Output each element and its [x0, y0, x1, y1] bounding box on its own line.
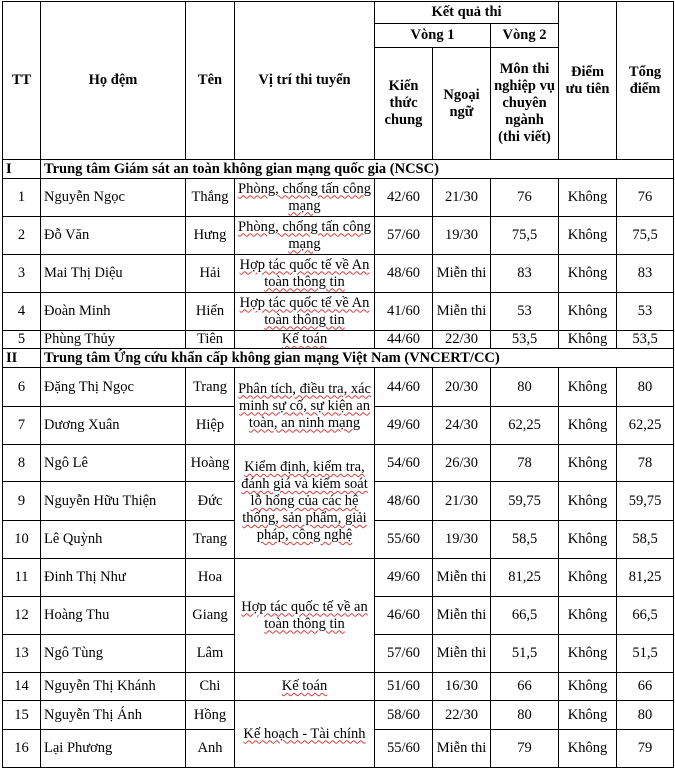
- row-vong2: 66,5: [491, 597, 559, 635]
- row-tt: 16: [3, 730, 41, 768]
- row-ten: Hiệp: [186, 407, 235, 445]
- row-ten: Hoàng: [186, 445, 235, 482]
- row-vong2: 53: [491, 293, 559, 331]
- row-tong-diem: 80: [617, 701, 674, 730]
- position-label: Phòng, chống tấn công mạng: [238, 218, 371, 252]
- row-kien-thuc: 57/60: [375, 217, 433, 255]
- row-tt: 1: [3, 179, 41, 217]
- row-tong-diem: 53: [617, 293, 674, 331]
- row-tt: 6: [3, 368, 41, 407]
- position-label: Kế toán: [281, 678, 328, 694]
- row-tong-diem: 75,5: [617, 217, 674, 255]
- row-kien-thuc: 58/60: [375, 701, 433, 730]
- row-vong2: 80: [491, 701, 559, 730]
- row-kien-thuc: 46/60: [375, 597, 433, 635]
- row-ten: Chi: [186, 673, 235, 701]
- row-ho-dem: Nguyễn Ngọc: [41, 179, 186, 217]
- row-uu-tien: Không: [559, 255, 617, 293]
- header-vong1: Vòng 1: [375, 24, 491, 48]
- row-vi-tri: [235, 445, 375, 559]
- row-ten: Trang: [186, 368, 235, 407]
- row-vi-tri: [235, 179, 375, 217]
- header-ho-dem: Họ đệm: [41, 2, 186, 160]
- row-kien-thuc: 57/60: [375, 635, 433, 673]
- row-vi-tri: [235, 673, 375, 701]
- row-tong-diem: 80: [617, 368, 674, 407]
- position-label: Phòng, chống tấn công mạng: [238, 180, 371, 214]
- header-ngoai-ngu: Ngoại ngữ: [433, 48, 491, 160]
- row-ngoai-ngu: Miễn thi: [433, 730, 491, 768]
- header-uu-tien: Điểm ưu tiên: [559, 2, 617, 160]
- row-vong2: 66: [491, 673, 559, 701]
- row-ho-dem: Lê Quỳnh: [41, 521, 186, 559]
- header-mon-thi: Môn thi nghiệp vụ chuyên ngành (thi viết): [491, 48, 559, 160]
- row-tt: 2: [3, 217, 41, 255]
- row-vi-tri: [235, 701, 375, 768]
- row-tong-diem: 66: [617, 673, 674, 701]
- row-uu-tien: Không: [559, 597, 617, 635]
- row-kien-thuc: 44/60: [375, 331, 433, 349]
- row-ten: Hoa: [186, 559, 235, 597]
- row-ten: Hưng: [186, 217, 235, 255]
- row-kien-thuc: 55/60: [375, 730, 433, 768]
- row-ho-dem: Nguyễn Thị Khánh: [41, 673, 186, 701]
- row-tt: 9: [3, 482, 41, 521]
- row-tong-diem: 83: [617, 255, 674, 293]
- header-vi-tri: Vị trí thi tuyển: [235, 2, 375, 160]
- row-tt: 5: [3, 331, 41, 349]
- row-kien-thuc: 48/60: [375, 255, 433, 293]
- row-ngoai-ngu: 19/30: [433, 521, 491, 559]
- row-uu-tien: Không: [559, 407, 617, 445]
- row-ngoai-ngu: 26/30: [433, 445, 491, 482]
- row-tt: 12: [3, 597, 41, 635]
- row-ho-dem: Đinh Thị Như: [41, 559, 186, 597]
- row-ngoai-ngu: 21/30: [433, 482, 491, 521]
- row-ho-dem: Ngô Lê: [41, 445, 186, 482]
- row-ngoai-ngu: 19/30: [433, 217, 491, 255]
- header-ket-qua: Kết quả thi: [375, 2, 559, 24]
- row-vi-tri: [235, 331, 375, 349]
- row-kien-thuc: 49/60: [375, 407, 433, 445]
- row-vi-tri: [235, 293, 375, 331]
- row-ten: Hiến: [186, 293, 235, 331]
- row-ngoai-ngu: 20/30: [433, 368, 491, 407]
- row-kien-thuc: 44/60: [375, 368, 433, 407]
- row-uu-tien: Không: [559, 521, 617, 559]
- row-vong2: 83: [491, 255, 559, 293]
- row-ten: Anh: [186, 730, 235, 768]
- row-uu-tien: Không: [559, 635, 617, 673]
- row-tong-diem: 81,25: [617, 559, 674, 597]
- row-ho-dem: Phùng Thủy: [41, 331, 186, 349]
- row-uu-tien: Không: [559, 217, 617, 255]
- row-kien-thuc: 49/60: [375, 559, 433, 597]
- row-ho-dem: Nguyễn Thị Ánh: [41, 701, 186, 730]
- section-title: Trung tâm Giám sát an toàn không gian mạng quốc gia (NCSC): [41, 160, 674, 179]
- row-tong-diem: 62,25: [617, 407, 674, 445]
- row-ho-dem: Nguyễn Hữu Thiện: [41, 482, 186, 521]
- row-tong-diem: 79: [617, 730, 674, 768]
- row-uu-tien: Không: [559, 331, 617, 349]
- row-ngoai-ngu: Miễn thi: [433, 559, 491, 597]
- row-ngoai-ngu: 21/30: [433, 179, 491, 217]
- row-kien-thuc: 54/60: [375, 445, 433, 482]
- row-vi-tri: [235, 559, 375, 673]
- row-vong2: 78: [491, 445, 559, 482]
- row-uu-tien: Không: [559, 179, 617, 217]
- row-ten: Hải: [186, 255, 235, 293]
- header-tong-diem: Tổng điểm: [617, 2, 674, 160]
- row-tt: 4: [3, 293, 41, 331]
- row-tong-diem: 59,75: [617, 482, 674, 521]
- row-uu-tien: Không: [559, 559, 617, 597]
- row-ho-dem: Đặng Thị Ngọc: [41, 368, 186, 407]
- row-tong-diem: 76: [617, 179, 674, 217]
- position-label: Phân tích, điều tra, xác minh sự cố, sự kiện an toàn, an ninh mạng: [238, 380, 371, 431]
- row-vi-tri: [235, 255, 375, 293]
- section-number: II: [3, 349, 41, 368]
- row-ten: Đức: [186, 482, 235, 521]
- position-label: Kế toán: [281, 331, 328, 347]
- row-ho-dem: Hoàng Thu: [41, 597, 186, 635]
- header-vong2: Vòng 2: [491, 24, 559, 48]
- row-ngoai-ngu: 16/30: [433, 673, 491, 701]
- row-vong2: 80: [491, 368, 559, 407]
- row-ten: Lâm: [186, 635, 235, 673]
- row-ho-dem: Ngô Tùng: [41, 635, 186, 673]
- position-label: Kiểm định, kiểm tra, đánh giá và kiểm soát lỗ hổng của các hệ thống, sản phẩm, giải pháp, công nghệ: [241, 459, 368, 543]
- row-ho-dem: Lại Phương: [41, 730, 186, 768]
- row-vong2: 51,5: [491, 635, 559, 673]
- row-ngoai-ngu: Miễn thi: [433, 597, 491, 635]
- row-kien-thuc: 42/60: [375, 179, 433, 217]
- row-ten: Giang: [186, 597, 235, 635]
- row-ngoai-ngu: 22/30: [433, 331, 491, 349]
- row-vong2: 59,75: [491, 482, 559, 521]
- exam-results-table: [2, 1, 674, 768]
- position-label: Hợp tác quốc tế về an toàn thông tin: [241, 598, 368, 632]
- row-ngoai-ngu: 22/30: [433, 701, 491, 730]
- row-vong2: 79: [491, 730, 559, 768]
- row-vong2: 58,5: [491, 521, 559, 559]
- row-vong2: 81,25: [491, 559, 559, 597]
- position-label: Kế hoạch - Tài chính: [243, 725, 366, 742]
- row-ho-dem: Đỗ Văn: [41, 217, 186, 255]
- row-ten: Trang: [186, 521, 235, 559]
- row-vong2: 76: [491, 179, 559, 217]
- row-tong-diem: 58,5: [617, 521, 674, 559]
- row-ngoai-ngu: Miễn thi: [433, 635, 491, 673]
- row-tong-diem: 66,5: [617, 597, 674, 635]
- row-ho-dem: Dương Xuân: [41, 407, 186, 445]
- row-ten: Tiên: [186, 331, 235, 349]
- section-title: Trung tâm Ứng cứu khẩn cấp không gian mạng Việt Nam (VNCERT/CC): [41, 349, 674, 368]
- position-label: Hợp tác quốc tế về An toàn thông tin: [239, 256, 370, 290]
- row-uu-tien: Không: [559, 293, 617, 331]
- row-ngoai-ngu: Miễn thi: [433, 255, 491, 293]
- row-vong2: 53,5: [491, 331, 559, 349]
- row-tong-diem: 53,5: [617, 331, 674, 349]
- row-vi-tri: [235, 217, 375, 255]
- row-tt: 15: [3, 701, 41, 730]
- header-ten: Tên: [186, 2, 235, 160]
- row-kien-thuc: 41/60: [375, 293, 433, 331]
- row-tt: 14: [3, 673, 41, 701]
- row-kien-thuc: 55/60: [375, 521, 433, 559]
- row-uu-tien: Không: [559, 701, 617, 730]
- row-uu-tien: Không: [559, 482, 617, 521]
- row-ngoai-ngu: 24/30: [433, 407, 491, 445]
- row-vong2: 75,5: [491, 217, 559, 255]
- row-uu-tien: Không: [559, 673, 617, 701]
- row-tt: 11: [3, 559, 41, 597]
- section-number: I: [3, 160, 41, 179]
- row-uu-tien: Không: [559, 445, 617, 482]
- header-kien-thuc: Kiến thức chung: [375, 48, 433, 160]
- row-ten: Hồng: [186, 701, 235, 730]
- row-tt: 3: [3, 255, 41, 293]
- row-ho-dem: Đoàn Minh: [41, 293, 186, 331]
- row-tong-diem: 78: [617, 445, 674, 482]
- row-uu-tien: Không: [559, 730, 617, 768]
- row-kien-thuc: 48/60: [375, 482, 433, 521]
- row-ngoai-ngu: Miễn thi: [433, 293, 491, 331]
- row-kien-thuc: 51/60: [375, 673, 433, 701]
- row-vong2: 62,25: [491, 407, 559, 445]
- position-label: Hợp tác quốc tế về An toàn thông tin: [239, 294, 370, 328]
- row-tt: 7: [3, 407, 41, 445]
- row-tt: 10: [3, 521, 41, 559]
- row-ho-dem: Mai Thị Diệu: [41, 255, 186, 293]
- row-tt: 13: [3, 635, 41, 673]
- row-vi-tri: [235, 368, 375, 445]
- row-ten: Thắng: [186, 179, 235, 217]
- header-tt: TT: [3, 2, 41, 160]
- row-tong-diem: 51,5: [617, 635, 674, 673]
- row-tt: 8: [3, 445, 41, 482]
- row-uu-tien: Không: [559, 368, 617, 407]
